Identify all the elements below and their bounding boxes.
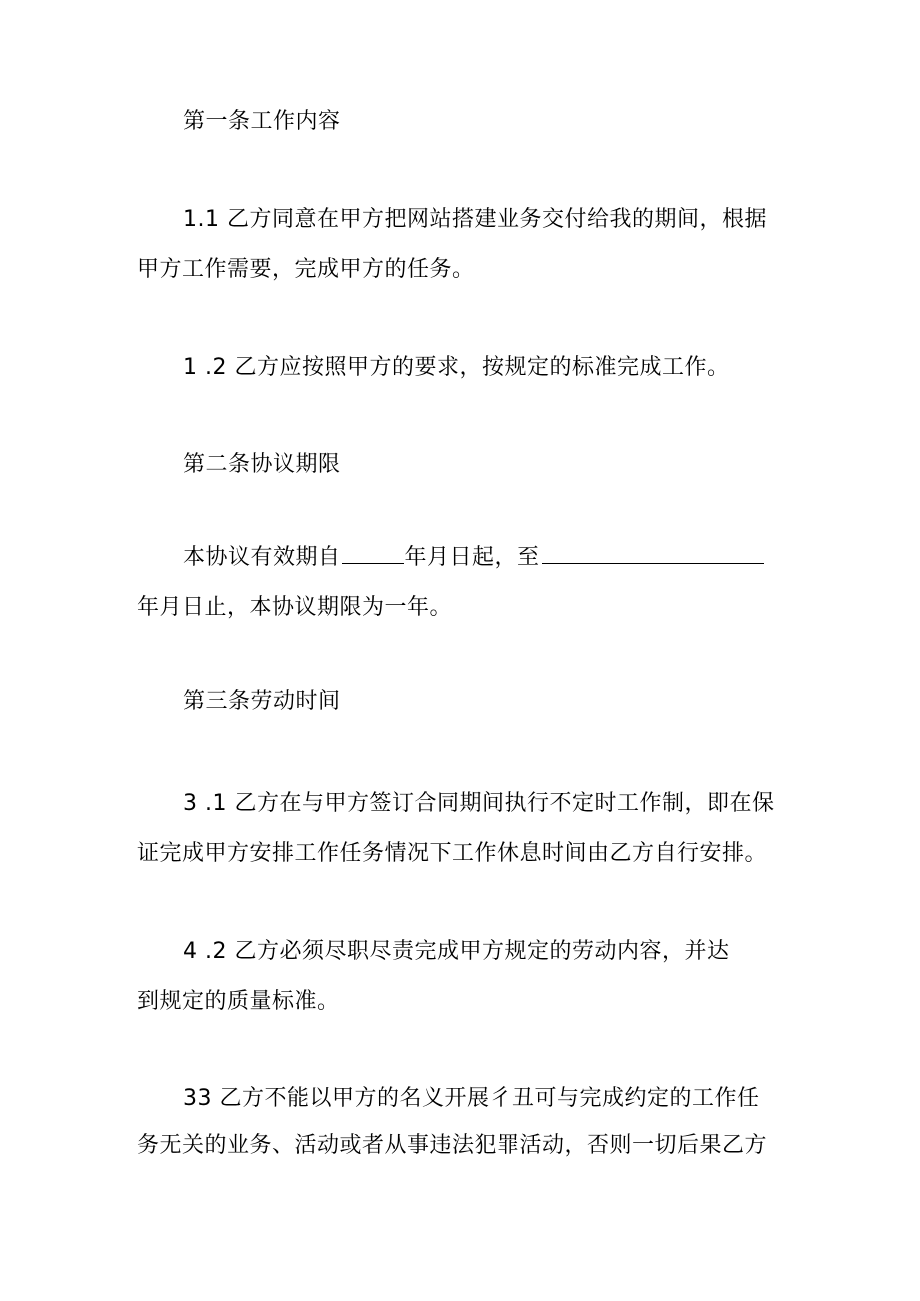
term-start-label: 本协议有效期自	[183, 545, 341, 570]
paragraph-4-2-line-2: 到规定的质量标准。	[137, 989, 340, 1014]
paragraph-1-2: 1 .2 乙方应按照甲方的要求，按规定的标准完成工作。	[183, 355, 730, 380]
paragraph-33-line-2: 务无关的业务、活动或者从事违法犯罪活动，否则一切后果乙方	[137, 1133, 768, 1158]
end-date-blank	[542, 543, 764, 564]
term-middle-label: 年月日起，至	[404, 545, 540, 570]
article-2-title: 第二条协议期限	[183, 452, 341, 477]
term-line-1	[183, 543, 764, 572]
term-line-2: 年月日止，本协议期限为一年。	[137, 595, 453, 620]
paragraph-4-2-line-1: 4 .2 乙方必须尽职尽责完成甲方规定的劳动内容，并达	[183, 939, 730, 964]
paragraph-3-1-line-2: 证完成甲方安排工作任务情况下工作休息时间由乙方自行安排。	[137, 841, 768, 866]
paragraph-33-line-1: 33 乙方不能以甲方的名义开展彳丑可与完成约定的工作任	[183, 1086, 760, 1111]
paragraph-3-1-line-1: 3 .1 乙方在与甲方签订合同期间执行不定时工作制，即在保	[183, 791, 775, 816]
paragraph-1-1-line-1: 1.1 乙方同意在甲方把网站搭建业务交付给我的期间，根据	[183, 207, 767, 232]
article-1-title: 第一条工作内容	[183, 109, 341, 134]
start-date-blank	[342, 543, 404, 564]
article-3-title: 第三条劳动时间	[183, 689, 341, 714]
paragraph-1-1-line-2: 甲方工作需要，完成甲方的任务。	[137, 257, 475, 282]
